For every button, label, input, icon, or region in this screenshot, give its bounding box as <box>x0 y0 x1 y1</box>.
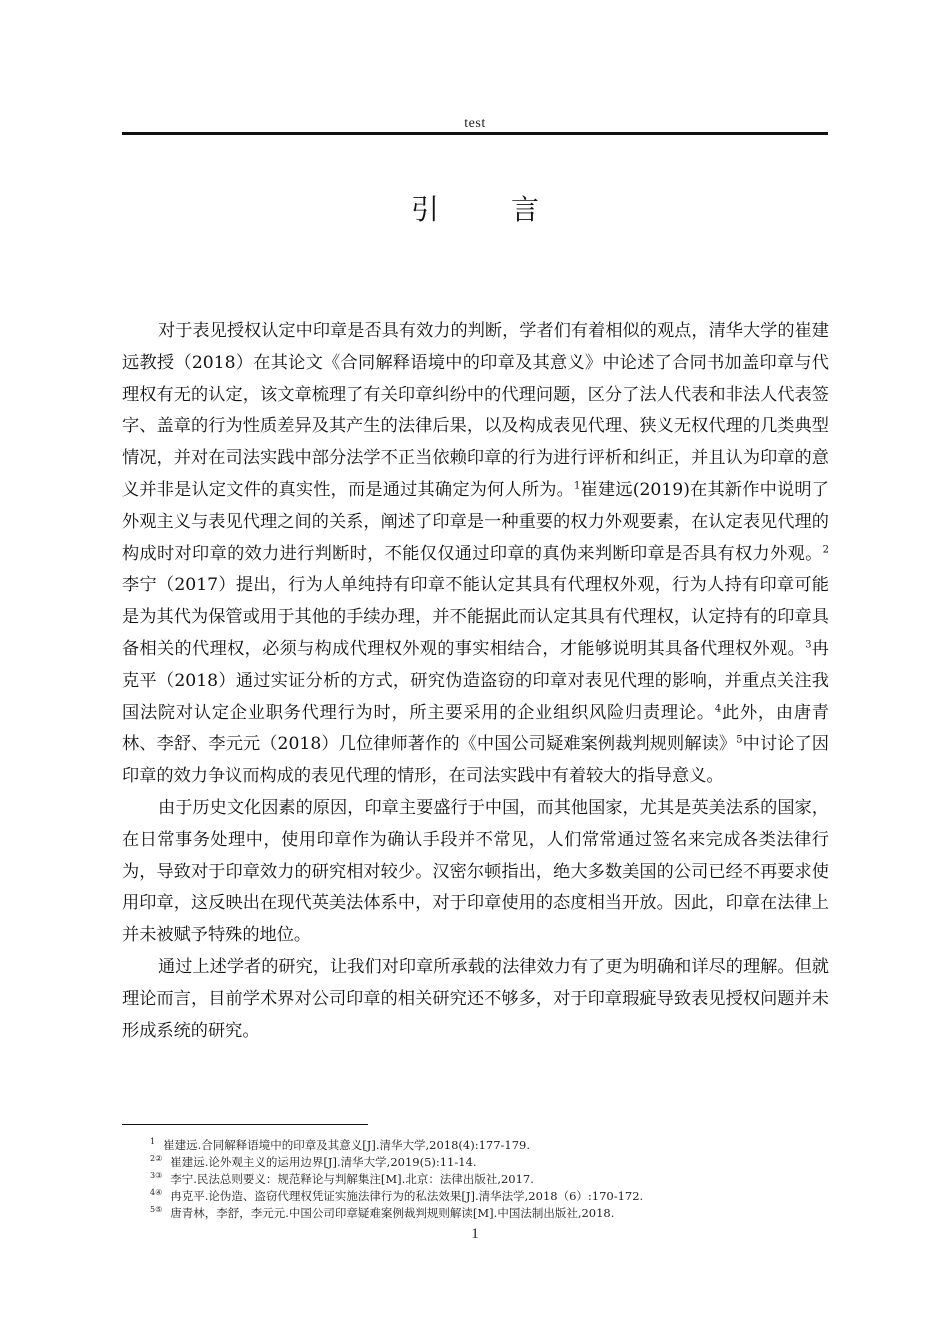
paragraph-text: 通过上述学者的研究，让我们对印章所承载的法律效力有了更为明确和详尽的理解。但就理论而言，目前学术界对公司印章的相关研究还不够多，对于印章瑕疵导致表见授权问题并未形成系统的研究。 <box>122 956 829 1041</box>
paragraph-text: 此外，由唐青林、李舒、李元元（2018）几位律师著作的《中国公司疑难案例裁判规则解读》 <box>122 702 829 755</box>
footnote-ref: 2 <box>822 543 829 555</box>
page-title: 引 言 <box>410 193 561 226</box>
paragraph-text: 李宁（2017）提出，行为人单纯持有印章不能认定其具有代理权外观，行为人持有印章可能是为其代为保管或用于其他的手续办理，并不能据此而认定其具有代理权，认定持有的印章具备相关的代理权，必须与构成代理权外观的事实相结合，才能够说明其具备代理权外观。 <box>122 575 829 659</box>
footnote-text: 冉克平.论伪造、盗窃代理权凭证实施法律行为的私法效果[J].清华法学,2018（6）:170-172. <box>170 1189 644 1203</box>
header-divider <box>122 132 828 135</box>
paragraph-text: 对于表见授权认定中印章是否具有效力的判断，学者们有着相似的观点，清华大学的崔建远教授（2018）在其论文《合同解释语境中的印章及其意义》中论述了合同书加盖印章与代理权有无的认定，该文章梳理了有关印章纠纷中的代理问题，区分了法人代表和非法人代表签字、盖章的行为性质差异及其产生的法律后果，以及构成表见代理、狭义无权代理的几类典型情况，并对在司法实践中部分法学不正当依赖印章的行为进行评析和纠正，并且认为印章的意义并非是认定文件的真实性，而是通过其确定为何人所为。 <box>122 321 829 500</box>
paragraph-text: 由于历史文化因素的原因，印章主要盛行于中国，而其他国家，尤其是英美法系的国家，在日常事务处理中，使用印章作为确认手段并不常见，人们常常通过签名来完成各类法律行为，导致对于印章效力的研究相对较少。汉密尔顿指出，绝大多数美国的公司已经不再要求使用印章，这反映出在现代英美法体系中，对于印章使用的态度相当开放。因此，印章在法律上并未被赋予特殊的地位。 <box>122 797 829 946</box>
paragraph <box>122 793 829 952</box>
footnote-ref: 4 <box>714 702 722 714</box>
footnote-ref: 3 <box>805 639 812 651</box>
footnote-text: 唐青林，李舒，李元元.中国公司印章疑难案例裁判规则解读[M].中国法制出版社,2018. <box>170 1206 615 1220</box>
footnote-text: 崔建远.论外观主义的运用边界[J].清华大学,2019(5):11-14. <box>170 1155 477 1169</box>
footnote-divider <box>122 1124 368 1125</box>
paragraph <box>122 952 829 1047</box>
running-header: test <box>464 116 486 131</box>
footnotes <box>150 1137 830 1222</box>
paragraph <box>122 316 829 793</box>
footnote: 4④ 冉克平.论伪造、盗窃代理权凭证实施法律行为的私法效果[J].清华法学,2018（6）:170-172. <box>150 1188 644 1203</box>
footnote-text: 崔建远.合同解释语境中的印章及其意义[J].清华大学,2018(4):177-179. <box>163 1138 531 1152</box>
paragraph-text: 崔建远(2019)在其新作中说明了外观主义与表见代理之间的关系，阐述了印章是一种重要的权力外观要素，在认定表见代理的构成时对印章的效力进行判断时，不能仅仅通过印章的真伪来判断印章是否具有权力外观。 <box>122 479 829 564</box>
paragraph-text: 冉克平（2018）通过实证分析的方式，研究伪造盗窃的印章对表见代理的影响，并重点关注我国法院对认定企业职务代理行为时，所主要采用的企业组织风险归责理论。 <box>122 638 829 723</box>
body-text <box>122 316 829 1047</box>
footnote: 3③ 李宁.民法总则要义：规范释论与判解集注[M].北京：法律出版社,2017. <box>150 1171 534 1186</box>
paragraph-text: 中讨论了因印章的效力争议而构成的表见代理的情形，在司法实践中有着较大的指导意义。 <box>122 734 829 787</box>
footnote-ref: 1 <box>574 480 581 492</box>
footnote-text: 李宁.民法总则要义：规范释论与判解集注[M].北京：法律出版社,2017. <box>170 1172 534 1186</box>
footnote: 1 崔建远.合同解释语境中的印章及其意义[J].清华大学,2018(4):177-179. <box>150 1137 531 1152</box>
footnote: 5⑤ 唐青林，李舒，李元元.中国公司印章疑难案例裁判规则解读[M].中国法制出版社,2018. <box>150 1205 615 1220</box>
footnote-ref: 5 <box>736 734 743 746</box>
footnote: 2② 崔建远.论外观主义的运用边界[J].清华大学,2019(5):11-14. <box>150 1154 477 1169</box>
page-number: 1 <box>471 1226 479 1242</box>
